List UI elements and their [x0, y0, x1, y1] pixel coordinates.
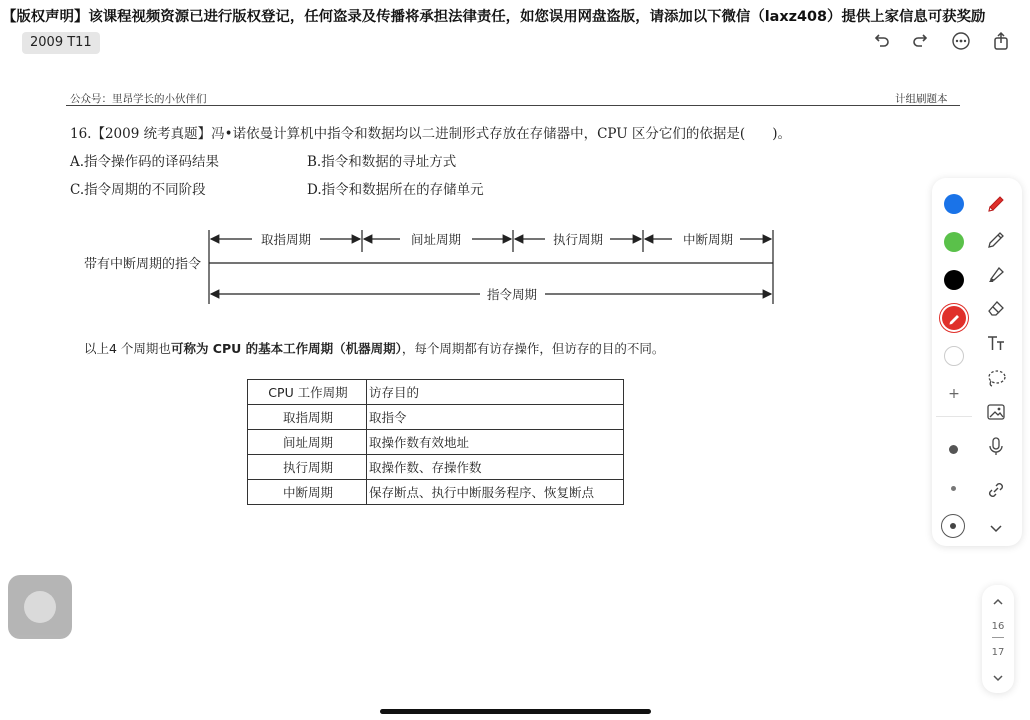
table-cell: 中断周期: [248, 480, 367, 505]
top-toolbar: [870, 30, 1012, 52]
stroke-size-large[interactable]: [949, 445, 958, 454]
eraser-icon[interactable]: [984, 296, 1008, 320]
summary-part1: 以上4 个周期也: [84, 341, 171, 356]
text-icon[interactable]: [984, 331, 1008, 355]
phase-label-execute: 执行周期: [552, 232, 604, 247]
question-stem: 16.【2009 统考真题】冯•诺依曼计算机中指令和数据均以二进制形式存放在存储器中，CPU 区分它们的依据是( )。: [70, 126, 791, 142]
copyright-banner: 【版权声明】该课程视频资源已进行版权登记，任何盗录及传播将承担法律责任，如您误用网盘盗版，请添加以下微信（laxz408）提供上家信息可获奖励: [2, 9, 986, 25]
option-b: B.指令和数据的寻址方式: [307, 154, 457, 170]
current-page-number: 16: [991, 621, 1005, 632]
pen-icon[interactable]: [984, 192, 1008, 216]
chevron-down-icon[interactable]: [984, 516, 1008, 540]
diagram-side-label: 带有中断周期的指令: [84, 257, 202, 272]
page-navigator: [982, 585, 1014, 693]
table-row: [248, 455, 624, 480]
table-cell: 取操作数有效地址: [367, 430, 624, 455]
color-red-swatch-selected[interactable]: [942, 306, 966, 330]
edit-icon: [942, 306, 966, 330]
header-divider: [66, 105, 960, 106]
table-header-row: [248, 380, 624, 405]
summary-bold: 可称为 CPU 的基本工作周期（机器周期）: [170, 341, 402, 356]
redo-icon[interactable]: [910, 30, 932, 52]
phase-label-fetch: 取指周期: [260, 232, 312, 247]
pencil-icon[interactable]: [984, 228, 1008, 252]
phase-label-interrupt: 中断周期: [682, 232, 734, 247]
table-cell: 保存断点、执行中断服务程序、恢复断点: [367, 480, 624, 505]
cycle-purpose-table: [247, 379, 624, 505]
home-indicator[interactable]: [380, 709, 651, 714]
option-d: D.指令和数据所在的存储单元: [307, 182, 484, 198]
color-white-swatch[interactable]: [944, 346, 964, 366]
table-cell: 间址周期: [248, 430, 367, 455]
mic-icon[interactable]: [984, 434, 1008, 458]
option-c: C.指令周期的不同阶段: [70, 182, 206, 198]
more-icon[interactable]: [950, 30, 972, 52]
page-header-left: 公众号：里昂学长的小伙伴们: [70, 93, 207, 105]
share-icon[interactable]: [990, 30, 1012, 52]
highlighter-icon[interactable]: [984, 262, 1008, 286]
summary-part2: ，每个周期都有访存操作，但访存的目的不同。: [401, 341, 665, 356]
link-icon[interactable]: [984, 478, 1008, 502]
stroke-size-medium-selected[interactable]: [941, 514, 965, 538]
phase-label-indirect: 间址周期: [410, 232, 462, 247]
stroke-size-small[interactable]: [951, 486, 956, 491]
table-row: [248, 480, 624, 505]
annotation-palette: [932, 178, 1022, 546]
chevron-down-page-icon[interactable]: [982, 671, 1014, 688]
option-a: A.指令操作码的译码结果: [70, 154, 220, 170]
page-divider: [992, 637, 1004, 638]
assistive-touch-button[interactable]: [8, 575, 72, 639]
summary-text: [84, 339, 664, 357]
lasso-icon[interactable]: [984, 366, 1008, 390]
total-page-number: 17: [991, 647, 1005, 658]
table-header-cell: CPU 工作周期: [248, 380, 367, 405]
table-cell: 取指令: [367, 405, 624, 430]
image-icon[interactable]: [984, 400, 1008, 424]
palette-divider: [936, 416, 972, 417]
instruction-cycle-diagram: [200, 222, 785, 308]
add-color-icon[interactable]: +: [948, 386, 960, 402]
chevron-up-icon[interactable]: [982, 595, 1014, 612]
undo-icon[interactable]: [870, 30, 892, 52]
table-header-cell: 访存目的: [367, 380, 624, 405]
instruction-cycle-label: 指令周期: [486, 287, 538, 302]
document-tab[interactable]: 2009 T11: [22, 32, 100, 54]
table-row: [248, 405, 624, 430]
table-row: [248, 430, 624, 455]
table-cell: 取指周期: [248, 405, 367, 430]
page-header-right: 计组刷题本: [895, 93, 948, 105]
color-black-swatch[interactable]: [944, 270, 964, 290]
color-blue-swatch[interactable]: [944, 194, 964, 214]
table-cell: 执行周期: [248, 455, 367, 480]
color-green-swatch[interactable]: [944, 232, 964, 252]
table-cell: 取操作数、存操作数: [367, 455, 624, 480]
